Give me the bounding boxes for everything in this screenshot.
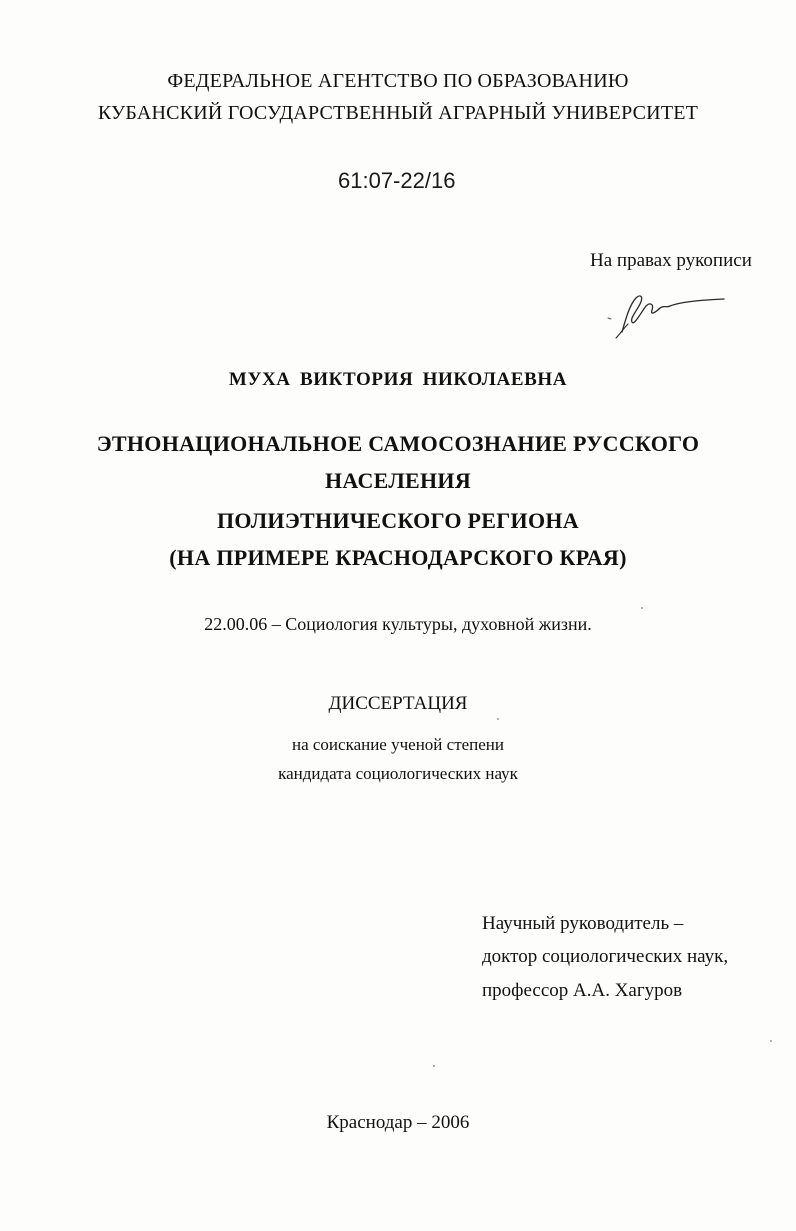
city-year: Краснодар – 2006 [326,1112,470,1133]
supervisor-name: профессор А.А. Хагуров [482,980,683,1001]
title-line-4: (НА ПРИМЕРЕ КРАСНОДАРСКОГО КРАЯ) [169,545,627,570]
author-name: МУХА ВИКТОРИЯ НИКОЛАЕВНА [228,369,568,390]
title-line-1: ЭТНОНАЦИОНАЛЬНОЕ САМОСОЗНАНИЕ РУССКОГО [96,431,700,456]
supervisor-role: Научный руководитель – [482,913,684,934]
specialty: 22.00.06 – Социология культуры, духовной жизни. [204,614,592,634]
title-line-3: ПОЛИЭТНИЧЕСКОГО РЕГИОНА [217,508,579,533]
degree-line-1: на соискание ученой степени [291,735,505,754]
scan-speck [641,607,643,609]
scan-speck [433,1065,435,1067]
handwritten-signature [600,288,730,340]
library-code: 61:07-22/16 [338,168,456,193]
supervisor-degree: доктор социологических наук, [482,946,729,967]
manuscript-note: На правах рукописи [590,250,752,271]
title-line-2: НАСЕЛЕНИЯ [324,468,472,493]
document-type: ДИССЕРТАЦИЯ [328,693,468,714]
university-name: КУБАНСКИЙ ГОСУДАРСТВЕННЫЙ АГРАРНЫЙ УНИВЕРСИТЕТ [97,102,699,124]
degree-line-2: кандидата социологических наук [278,764,518,783]
agency-name: ФЕДЕРАЛЬНОЕ АГЕНТСТВО ПО ОБРАЗОВАНИЮ [167,70,629,92]
scan-speck [497,718,499,720]
scan-speck [770,1040,772,1042]
